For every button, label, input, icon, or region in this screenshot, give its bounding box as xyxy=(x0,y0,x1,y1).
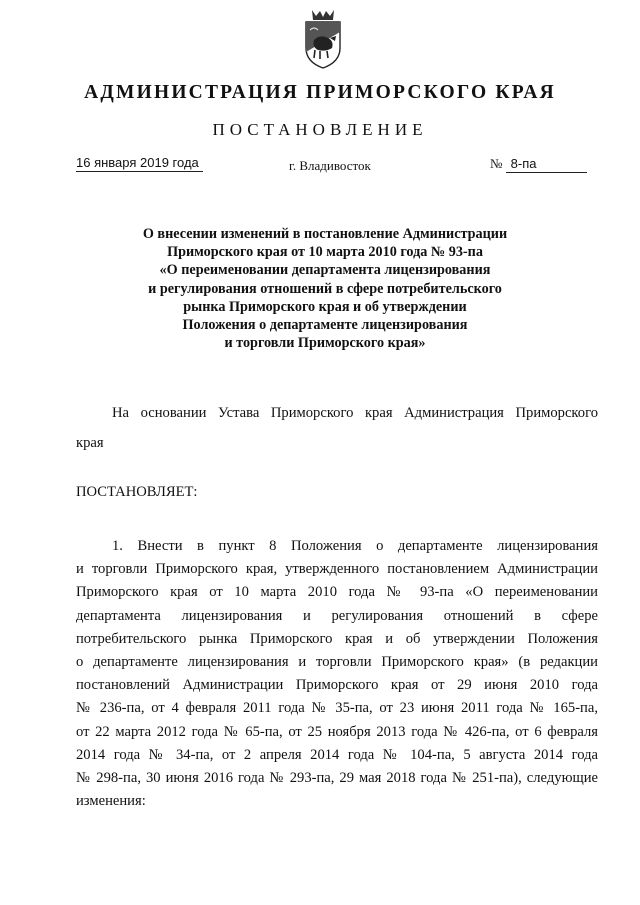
title-line: и регулирования отношений в сфере потребительского xyxy=(148,280,502,297)
title-line: О внесении изменений в постановление Администрации xyxy=(142,226,508,242)
basis-line: На основании Устава Приморского края Администрация Приморского xyxy=(112,405,598,421)
item-1-paragraph xyxy=(76,535,598,813)
item-line: и торговли Приморского края, утвержденного постановлением Администрации xyxy=(76,561,598,578)
item-line: № 236-па, от 4 февраля 2011 года № 35-па, от 23 июня 2011 года № 165-па, xyxy=(76,700,598,717)
item-line: департамента лицензирования и регулирования отношений в сфере xyxy=(76,607,598,624)
basis-paragraph xyxy=(76,398,598,458)
document-title xyxy=(90,225,560,352)
document-date: 16 января 2019 года xyxy=(76,155,203,172)
document-number xyxy=(490,156,587,173)
basis-line: края xyxy=(76,435,104,451)
item-line: потребительского рынка Приморского края и об утверждении Положения xyxy=(76,630,598,647)
item-line: постановлений Администрации Приморского края от 29 июня 2010 года xyxy=(76,677,598,694)
item-line: № 298-па, 30 июня 2016 года № 293-па, 29 мая 2018 года № 251-па), следующие xyxy=(76,770,598,787)
item-line: 2014 года № 34-па, от 2 апреля 2014 года № 104-па, 5 августа 2014 года xyxy=(76,746,598,763)
title-line: «О переименовании департамента лицензирования xyxy=(159,262,491,279)
item-line: изменения: xyxy=(76,793,146,810)
item-line: Приморского края от 10 марта 2010 года № 93-па «О переименовании xyxy=(76,584,598,601)
title-line: Положения о департаменте лицензирования xyxy=(182,317,468,334)
item-line: о департаменте лицензирования и торговли Приморского края» (в редакции xyxy=(76,654,598,671)
document-type: ПОСТАНОВЛЕНИЕ xyxy=(212,120,428,139)
title-line: рынка Приморского края и об утверждении xyxy=(183,298,467,315)
item-line: от 22 марта 2012 года № 65-па, от 25 ноября 2013 года № 426-па, от 6 февраля xyxy=(76,723,598,740)
number-value: 8-па xyxy=(506,156,587,173)
resolves-heading: ПОСТАНОВЛЯЕТ: xyxy=(76,484,198,500)
number-prefix: № xyxy=(490,156,503,171)
organization-name: АДМИНИСТРАЦИЯ ПРИМОРСКОГО КРАЯ xyxy=(84,82,556,103)
title-line: и торговли Приморского края» xyxy=(224,335,426,352)
item-line: 1. Внести в пункт 8 Положения о департаменте лицензирования xyxy=(112,538,598,554)
title-line: Приморского края от 10 марта 2010 года № 93-па xyxy=(167,244,483,261)
coat-of-arms-icon xyxy=(300,8,346,70)
document-city: г. Владивосток xyxy=(289,158,371,173)
